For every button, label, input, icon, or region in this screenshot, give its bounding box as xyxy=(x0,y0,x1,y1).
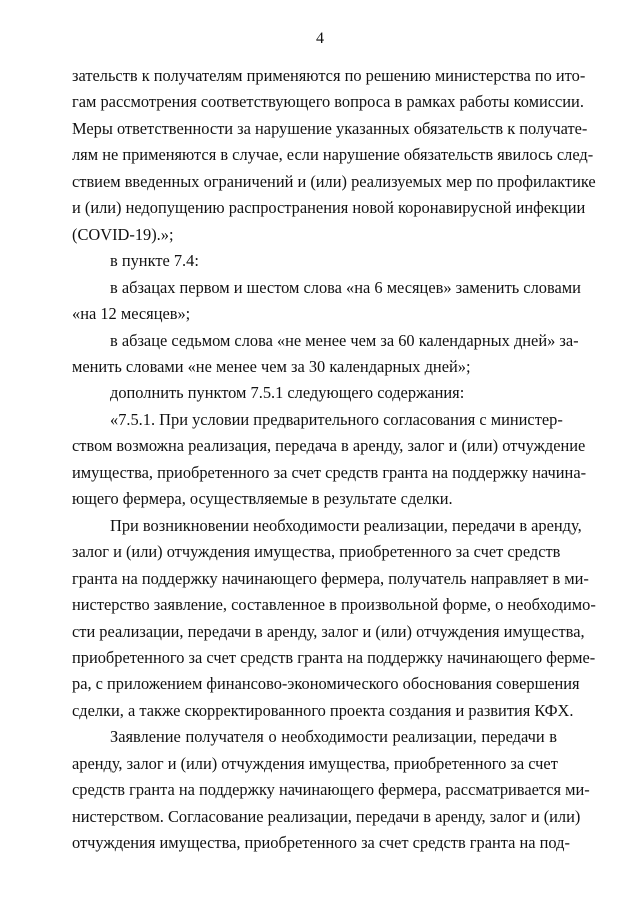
text-line: нистерством. Согласование реализации, передачи в аренду, залог и (или) xyxy=(72,806,581,826)
text-line: Меры ответственности за нарушение указанных обязательств к получате- xyxy=(72,118,588,138)
text-line: Заявление получателя о необходимости реализации, передачи в xyxy=(110,727,557,747)
text-line: ра, с приложением финансово-экономического обоснования совершения xyxy=(72,674,580,694)
text-line: (COVID-19).»; xyxy=(72,224,174,244)
text-line: «на 12 месяцев»; xyxy=(72,304,191,324)
text-line: отчуждения имущества, приобретенного за счет средств гранта на под- xyxy=(72,833,570,853)
text-line: приобретенного за счет средств гранта на поддержку начинающего ферме- xyxy=(72,647,596,667)
text-line: в абзацах первом и шестом слова «на 6 месяцев» заменить словами xyxy=(110,277,581,297)
text-line: нистерство заявление, составленное в произвольной форме, о необходимо- xyxy=(72,595,596,615)
text-line: зательств к получателям применяются по решению министерства по ито- xyxy=(72,66,586,85)
text-line: ющего фермера, осуществляемые в результате сделки. xyxy=(72,489,453,509)
text-line: менить словами «не менее чем за 30 календарных дней»; xyxy=(72,356,471,376)
page-number: 4 xyxy=(316,30,324,47)
text-line: в пункте 7.4: xyxy=(110,251,199,271)
text-line: ством возможна реализация, передача в аренду, залог и (или) отчуждение xyxy=(72,436,586,456)
text-line: гам рассмотрения соответствующего вопроса в рамках работы комиссии. xyxy=(72,92,584,112)
text-line: в абзаце седьмом слова «не менее чем за 60 календарных дней» за- xyxy=(110,330,579,350)
text-line: гранта на поддержку начинающего фермера, получатель направляет в ми- xyxy=(72,568,589,588)
text-line: сделки, а также скорректированного проекта создания и развития КФХ. xyxy=(72,700,574,720)
text-line: дополнить пунктом 7.5.1 следующего содержания: xyxy=(110,383,465,403)
text-line: «7.5.1. При условии предварительного согласования с министер- xyxy=(110,409,563,429)
document-body xyxy=(72,63,596,857)
text-line: ствием введенных ограничений и (или) реализуемых мер по профилактике xyxy=(72,171,596,191)
text-line: аренду, залог и (или) отчуждения имущества, приобретенного за счет xyxy=(72,753,558,773)
text-line: сти реализации, передачи в аренду, залог и (или) отчуждения имущества, xyxy=(72,621,585,641)
text-line: залог и (или) отчуждения имущества, приобретенного за счет средств xyxy=(72,542,561,562)
text-line: и (или) недопущению распространения новой коронавирусной инфекции xyxy=(72,198,586,218)
text-line: При возникновении необходимости реализации, передачи в аренду, xyxy=(110,515,582,535)
text-line: имущества, приобретенного за счет средств гранта на поддержку начина- xyxy=(72,462,587,482)
text-line: средств гранта на поддержку начинающего фермера, рассматривается ми- xyxy=(72,780,590,800)
text-line: лям не применяются в случае, если нарушение обязательств явилось след- xyxy=(72,145,594,165)
